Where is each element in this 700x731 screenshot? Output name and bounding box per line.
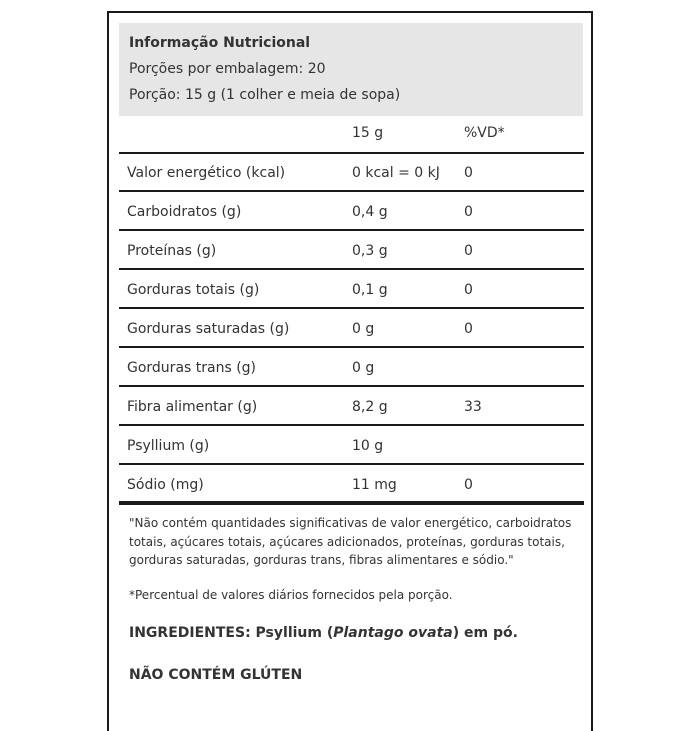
table-row: [119, 427, 584, 464]
table-divider: [119, 385, 584, 387]
gluten-statement: NÃO CONTÉM GLÚTEN: [129, 667, 303, 683]
nutrient-name: Carboidratos (g): [127, 204, 242, 220]
nutrient-vd: 0: [464, 165, 473, 181]
nutrient-name: Valor energético (kcal): [127, 165, 286, 181]
nutrition-header: [119, 23, 583, 116]
table-row: [119, 154, 584, 191]
nutrient-amount: 0 g: [352, 360, 375, 376]
nutrient-amount: 0,3 g: [352, 243, 388, 259]
table-row: [119, 349, 584, 386]
nutrient-amount: 8,2 g: [352, 399, 388, 415]
ingredients-line: [129, 624, 518, 642]
nutrient-vd: 0: [464, 477, 473, 493]
nutrient-amount: 0 kcal = 0 kJ: [352, 165, 440, 181]
servings-per-package: Porções por embalagem: 20: [129, 61, 326, 77]
nutrient-name: Psyllium (g): [127, 438, 210, 454]
table-row: [119, 466, 584, 503]
nutrient-vd: 33: [464, 399, 482, 415]
nutrient-amount: 0,1 g: [352, 282, 388, 298]
table-row: [119, 232, 584, 269]
table-divider: [119, 268, 584, 270]
table-divider: [119, 229, 584, 231]
table-row: [119, 271, 584, 308]
nutrient-name: Proteínas (g): [127, 243, 217, 259]
table-divider: [119, 346, 584, 348]
nutrient-vd: 0: [464, 282, 473, 298]
table-divider: [119, 463, 584, 465]
nutrient-vd: 0: [464, 321, 473, 337]
nutrient-amount: 11 mg: [352, 477, 397, 493]
table-row: [119, 310, 584, 347]
table-divider: [119, 190, 584, 192]
column-header-vd: %VD*: [464, 125, 505, 141]
label-title: Informação Nutricional: [129, 35, 311, 51]
table-bottom-rule: [119, 501, 584, 505]
ingredient-scientific-name: Plantago ovata: [333, 625, 453, 641]
portion-size: Porção: 15 g (1 colher e meia de sopa): [129, 87, 401, 103]
nutrient-name: Gorduras saturadas (g): [127, 321, 290, 337]
nutrient-name: Gorduras totais (g): [127, 282, 260, 298]
table-divider: [119, 424, 584, 426]
disclaimer-note: "Não contém quantidades significativas de valor energético, carboidratos totais, açúcares totais, açúcares adicionados, proteínas, gorduras totais, gorduras saturadas, gorduras trans, fibras alimentares e sódio.": [129, 516, 572, 567]
nutrient-name: Sódio (mg): [127, 477, 204, 493]
ingredients-label: INGREDIENTES: Psyllium (: [129, 625, 334, 641]
nutrient-vd: 0: [464, 204, 473, 220]
nutrient-name: Fibra alimentar (g): [127, 399, 258, 415]
ingredients-suffix: ) em pó.: [452, 625, 518, 641]
table-divider: [119, 307, 584, 309]
table-row: [119, 388, 584, 425]
percent-daily-note: *Percentual de valores diários fornecidos pela porção.: [129, 588, 453, 602]
nutrient-amount: 0 g: [352, 321, 375, 337]
nutrient-amount: 0,4 g: [352, 204, 388, 220]
table-row: [119, 193, 584, 230]
nutrient-amount: 10 g: [352, 438, 384, 454]
column-header-amount: 15 g: [352, 125, 384, 141]
nutrient-name: Gorduras trans (g): [127, 360, 257, 376]
nutrient-vd: 0: [464, 243, 473, 259]
